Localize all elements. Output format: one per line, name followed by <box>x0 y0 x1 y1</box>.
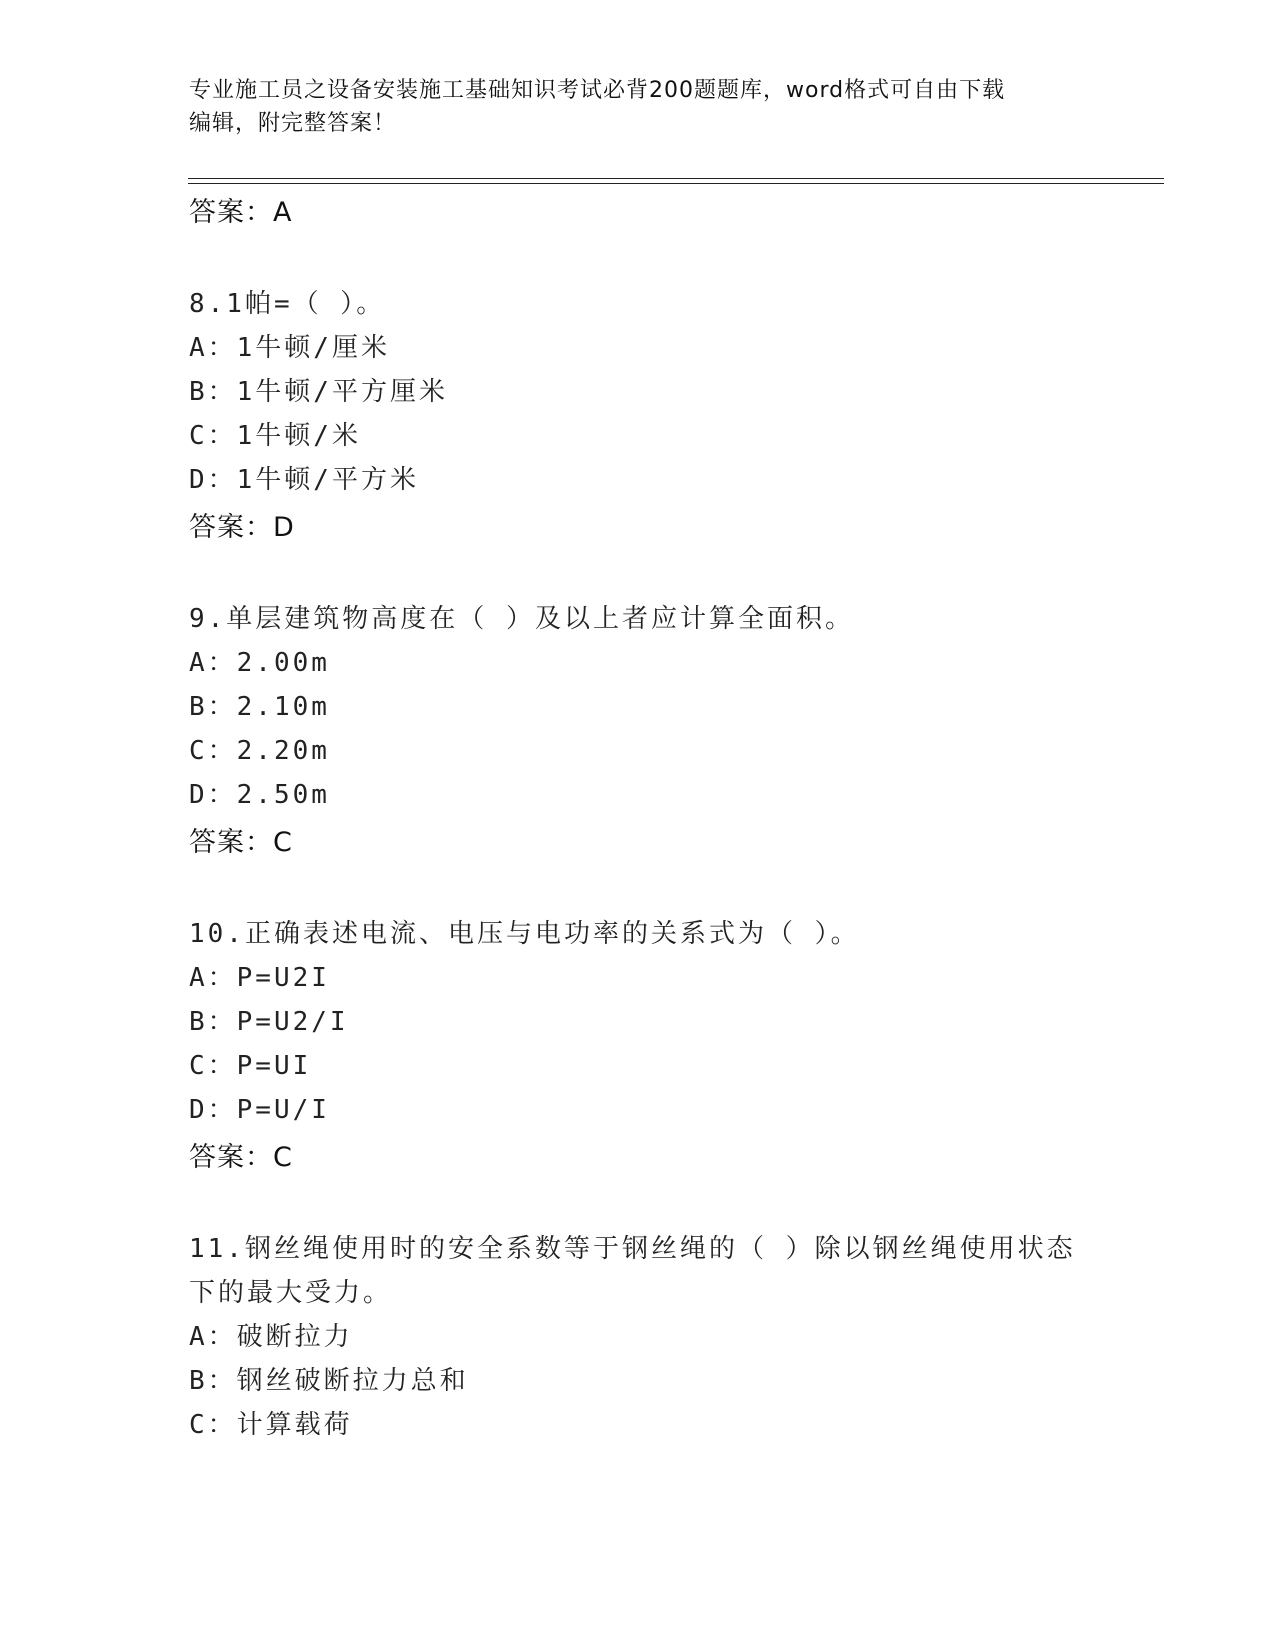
question-10-option-a: A：P=U2I <box>189 963 330 993</box>
header-divider-top <box>188 178 1164 179</box>
question-11-option-a: A：破断拉力 <box>189 1322 353 1352</box>
question-8-option-c: C：1牛顿/米 <box>189 421 361 451</box>
answer-q7: 答案：A <box>189 197 293 228</box>
question-9-stem: 9.单层建筑物高度在（ ）及以上者应计算全面积。 <box>189 604 854 634</box>
header-line-1: 专业施工员之设备安装施工基础知识考试必背200题题库，word格式可自由下载 <box>189 78 1006 103</box>
question-9-option-c: C：2.20m <box>189 736 330 766</box>
header-divider-bottom <box>188 183 1164 184</box>
question-9-answer: 答案：C <box>189 827 293 858</box>
question-10-option-c: C：P=UI <box>189 1051 312 1081</box>
question-9-option-a: A：2.00m <box>189 648 330 678</box>
question-10-option-b: B：P=U2/I <box>189 1007 349 1037</box>
question-8-option-b: B：1牛顿/平方厘米 <box>189 377 448 407</box>
question-9-option-b: B：2.10m <box>189 692 330 722</box>
question-11-stem-line-1: 11.钢丝绳使用时的安全系数等于钢丝绳的（ ）除以钢丝绳使用状态 <box>189 1234 1076 1264</box>
document-header <box>189 74 1089 140</box>
question-11-stem-line-2: 下的最大受力。 <box>189 1278 393 1308</box>
question-10-stem: 10.正确表述电流、电压与电功率的关系式为（ ）。 <box>189 919 860 949</box>
question-8-answer: 答案：D <box>189 512 295 543</box>
question-11-option-b: B：钢丝破断拉力总和 <box>189 1366 469 1396</box>
question-10-option-d: D：P=U/I <box>189 1095 330 1125</box>
question-10-answer: 答案：C <box>189 1142 293 1173</box>
question-8-option-a: A：1牛顿/厘米 <box>189 333 390 363</box>
header-line-2: 编辑，附完整答案！ <box>189 111 397 136</box>
question-8-option-d: D：1牛顿/平方米 <box>189 465 419 495</box>
question-9-option-d: D：2.50m <box>189 780 330 810</box>
question-11-option-c: C：计算载荷 <box>189 1410 353 1440</box>
question-8-stem: 8.1帕=（ ）。 <box>189 289 386 319</box>
